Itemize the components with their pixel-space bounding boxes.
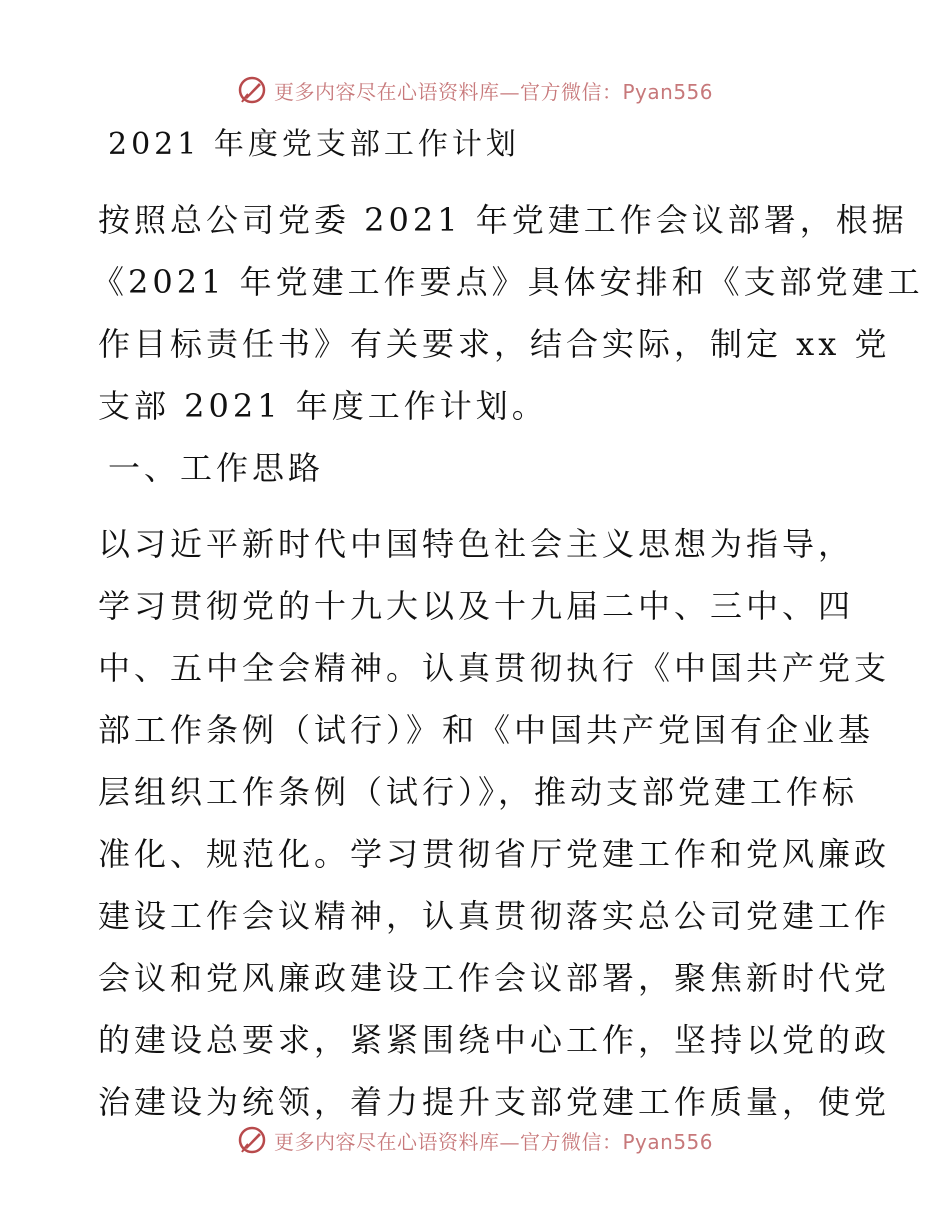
intro-line: 作目标责任书》有关要求，结合实际，制定 xx 党 (98, 325, 891, 363)
watermark-wechat-id: Pyan556 (622, 1129, 714, 1154)
body-line: 治建设为统领，着力提升支部党建工作质量，使党 (98, 1083, 891, 1121)
quill-ink-icon (236, 74, 268, 106)
watermark-text: 更多内容尽在心语资料库—官方微信：Pyan556 (274, 1129, 714, 1154)
body-line: 准化、规范化。学习贯彻省厅党建工作和党风廉政 (98, 835, 891, 873)
intro-line: 《2021 年党建工作要点》具体安排和《支部党建工 (92, 263, 924, 301)
body-line: 层组织工作条例（试行）》，推动支部党建工作标 (98, 773, 859, 811)
body-line: 以习近平新时代中国特色社会主义思想为指导， (98, 525, 855, 563)
body-line: 中、五中全会精神。认真贯彻执行《中国共产党支 (98, 649, 891, 687)
quill-ink-icon (236, 1124, 268, 1156)
body-line: 建设工作会议精神，认真贯彻落实总公司党建工作 (98, 897, 891, 935)
body-line: 学习贯彻党的十九大以及十九届二中、三中、四 (98, 587, 855, 625)
intro-line: 按照总公司党委 2021 年党建工作会议部署，根据 (98, 201, 908, 239)
watermark-header (236, 72, 713, 108)
section-heading: 一、工作思路 (108, 449, 325, 487)
body-line: 的建设总要求，紧紧围绕中心工作，坚持以党的政 (98, 1021, 891, 1059)
watermark-wechat-id: Pyan556 (622, 79, 714, 104)
document-title: 2021 年度党支部工作计划 (108, 127, 520, 162)
body-line: 部工作条例（试行）》和《中国共产党国有企业基 (98, 711, 875, 749)
watermark-footer (236, 1122, 713, 1158)
body-line: 会议和党风廉政建设工作会议部署，聚焦新时代党 (98, 959, 891, 997)
watermark-text: 更多内容尽在心语资料库—官方微信：Pyan556 (274, 79, 714, 104)
intro-line: 支部 2021 年度工作计划。 (98, 387, 548, 425)
